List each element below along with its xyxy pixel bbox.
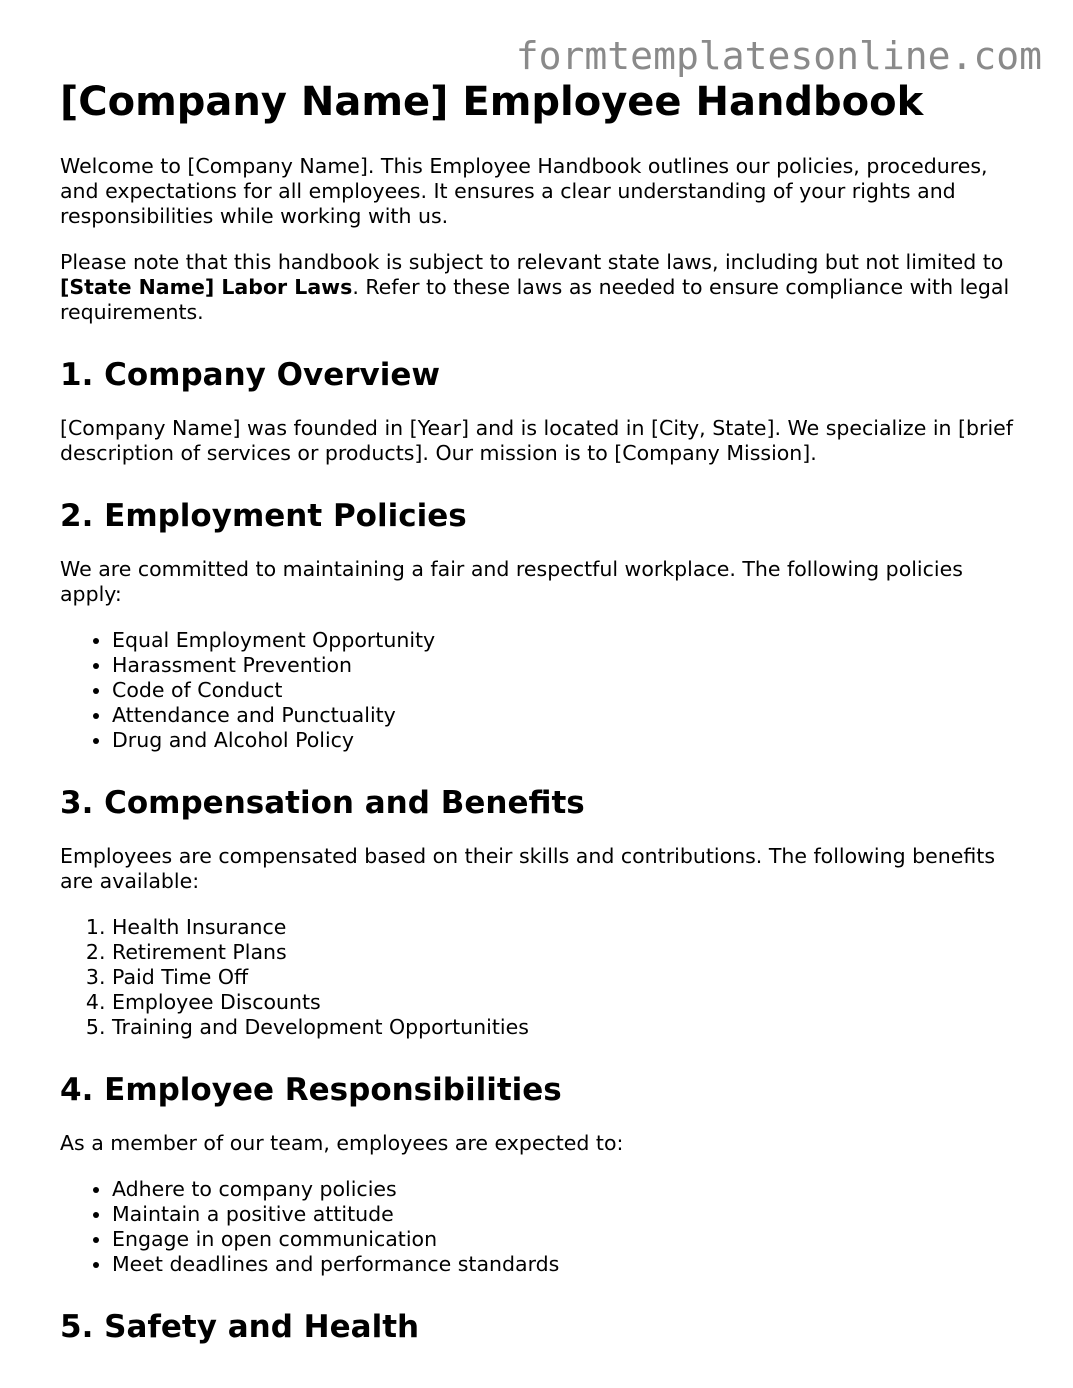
- intro-paragraph-1: Welcome to [Company Name]. This Employee Handbook outlines our policies, procedures, and expectations for all employees. It ensures a clear understanding of your rights and responsibilities while working with us.: [60, 154, 988, 228]
- document-title: [Company Name] Employee Handbook: [60, 79, 924, 125]
- intro-p2-text-end: . Refer to these laws as needed to ensure compliance with legal requirements.: [60, 275, 1010, 324]
- watermark-text: formtemplatesonline.com: [515, 34, 1042, 78]
- list-item: 4. Employee Discounts: [112, 990, 1030, 1015]
- employee-responsibilities-text: As a member of our team, employees are expected to:: [60, 1131, 624, 1155]
- list-item: • Attendance and Punctuality: [112, 703, 1030, 728]
- benefits-list: [60, 915, 1030, 1040]
- state-labor-laws-bold: [State Name] Labor Laws: [60, 275, 353, 299]
- responsibilities-list: [60, 1177, 1030, 1277]
- section-heading-safety-health: 5. Safety and Health: [60, 1309, 420, 1345]
- intro-paragraph-2: [60, 250, 1030, 325]
- section-heading-compensation-benefits: 3. Compensation and Benefits: [60, 785, 585, 821]
- list-item: • Code of Conduct: [112, 678, 1030, 703]
- list-item: • Harassment Prevention: [112, 653, 1030, 678]
- section-heading-employment-policies: 2. Employment Policies: [60, 498, 467, 534]
- list-item: 3. Paid Time Off: [112, 965, 1030, 990]
- list-item: • Engage in open communication: [112, 1227, 1030, 1252]
- list-item: • Drug and Alcohol Policy: [112, 728, 1030, 753]
- company-overview-text: [Company Name] was founded in [Year] and is located in [City, State]. We specialize in [brief description of services or products]. Our mission is to [Company Mission].: [60, 416, 1013, 465]
- list-item: • Maintain a positive attitude: [112, 1202, 1030, 1227]
- section-heading-employee-responsibilities: 4. Employee Responsibilities: [60, 1072, 562, 1108]
- list-item: • Adhere to company policies: [112, 1177, 1030, 1202]
- list-item: 5. Training and Development Opportunities: [112, 1015, 1030, 1040]
- list-item: 2. Retirement Plans: [112, 940, 1030, 965]
- document-body: [60, 76, 1030, 1347]
- employment-policies-list: [60, 628, 1030, 753]
- section-heading-company-overview: 1. Company Overview: [60, 357, 441, 393]
- list-item: • Equal Employment Opportunity: [112, 628, 1030, 653]
- compensation-benefits-text: Employees are compensated based on their skills and contributions. The following benefits are available:: [60, 844, 996, 893]
- employment-policies-text: We are committed to maintaining a fair and respectful workplace. The following policies apply:: [60, 557, 963, 606]
- list-item: 1. Health Insurance: [112, 915, 1030, 940]
- list-item: • Meet deadlines and performance standards: [112, 1252, 1030, 1277]
- intro-p2-text-start: Please note that this handbook is subject to relevant state laws, including but not limited to: [60, 250, 1004, 274]
